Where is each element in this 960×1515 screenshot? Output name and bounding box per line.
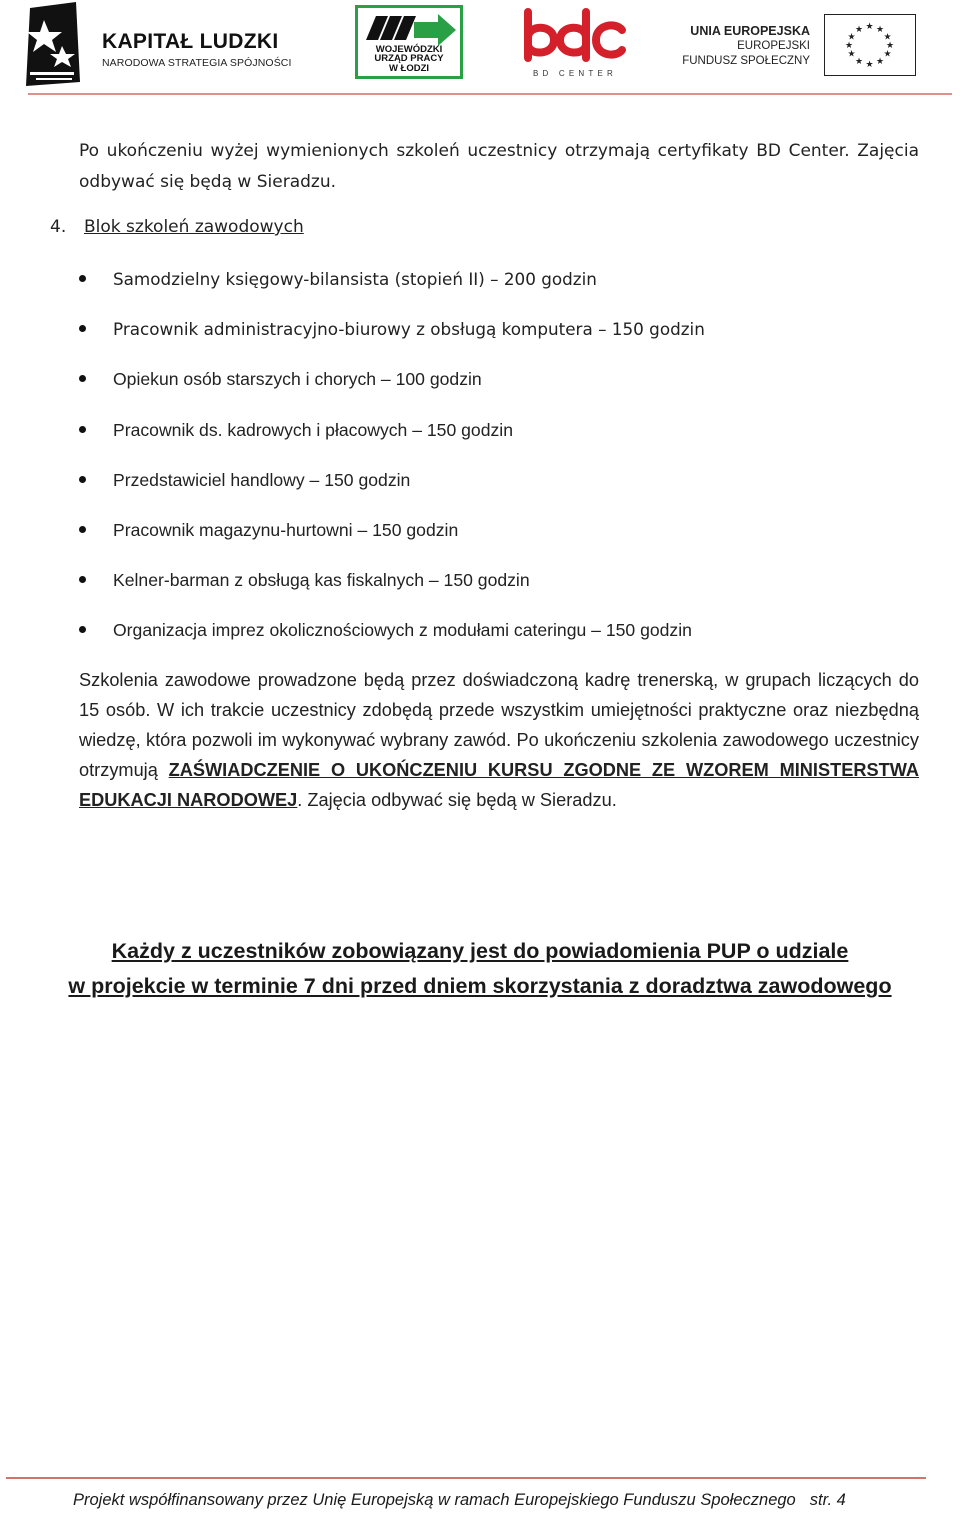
- eu-efs-logo: [684, 14, 916, 80]
- bullet-icon: [79, 325, 86, 332]
- bdc-wordmark-icon: [522, 8, 628, 66]
- main-paragraph-part-2: . Zajęcia odbywać się będą w Sieradzu.: [297, 790, 617, 810]
- eu-line-1: UNIA EUROPEJSKA: [690, 24, 810, 38]
- list-item: [79, 466, 705, 516]
- course-label: Pracownik ds. kadrowych i płacowych – 150 godzin: [113, 419, 513, 440]
- eu-line-2: EUROPEJSKI: [737, 40, 810, 52]
- main-paragraph: [79, 665, 919, 815]
- footer-divider: [6, 1477, 926, 1479]
- kapital-ludzki-emblem-icon: [22, 2, 92, 88]
- course-label: Kelner-barman z obsługą kas fiskalnych – 150 godzin: [113, 570, 530, 591]
- bullet-icon: [79, 626, 86, 633]
- bullet-icon: [79, 476, 86, 483]
- svg-text:★: ★: [883, 49, 892, 60]
- kapital-ludzki-subtitle: NARODOWA STRATEGIA SPÓJNOŚCI: [102, 57, 292, 69]
- bullet-icon: [79, 275, 86, 282]
- kapital-ludzki-logo: [22, 2, 302, 88]
- list-item: [79, 265, 705, 315]
- bdc-caption: BD CENTER: [532, 69, 618, 78]
- section-title: Blok szkoleń zawodowych: [84, 217, 304, 237]
- wup-lodz-logo: [355, 5, 463, 79]
- eu-line-3: FUNDUSZ SPOŁECZNY: [682, 55, 810, 67]
- certificate-emphasis: ZAŚWIADCZENIE O UKOŃCZENIU KURSU ZGODNE ZE WZOREM MINISTERSTWA EDUKACJI NARODOWEJ: [79, 760, 920, 810]
- main-paragraph-part-1: Szkolenia zawodowe prowadzone będą przez doświadczoną kadrę trenerską, w grupach liczących do 15 osób. W ich trakcie uczestnicy zdobędą przede wszystkim umiejętności praktyczne oraz niezbędną wiedzę, która pozwoli im wykonywać wybrany zawód. Po ukończeniu szkolenia zawodowego uczestnicy otrzymują: [79, 670, 919, 780]
- intro-paragraph: Po ukończeniu wyżej wymienionych szkoleń uczestnicy otrzymają certyfikaty BD Center. Zajęcia odbywać się będą w Sieradzu.: [79, 141, 919, 192]
- list-item: [79, 365, 705, 415]
- bullet-icon: [79, 426, 86, 433]
- wup-line-2: URZĄD PRACY: [374, 53, 444, 64]
- svg-text:★: ★: [854, 25, 864, 35]
- list-item: [79, 315, 705, 365]
- svg-text:★: ★: [847, 32, 856, 43]
- course-label: Pracownik administracyjno-biurowy z obsługą komputera – 150 godzin: [113, 319, 705, 340]
- svg-text:★: ★: [854, 57, 864, 67]
- intro-section: [79, 136, 919, 198]
- wup-line-3: W ŁODZI: [388, 62, 430, 74]
- section-heading: [50, 217, 304, 237]
- page-number: str. 4: [809, 1491, 846, 1509]
- page-header: [0, 0, 960, 96]
- footer-text: Projekt współfinansowany przez Unię Europejską w ramach Europejskiego Funduszu Społecznego: [73, 1491, 796, 1509]
- wup-line-1: WOJEWÓDZKI: [375, 43, 443, 55]
- wup-caption: [358, 45, 460, 74]
- course-label: Samodzielny księgowy-bilansista (stopień II) – 200 godzin: [113, 269, 597, 289]
- svg-text:★: ★: [865, 60, 874, 70]
- list-item: [79, 616, 705, 666]
- notice-line-2: [0, 974, 960, 999]
- section-number: 4.: [50, 217, 67, 237]
- eu-caption: [682, 24, 810, 69]
- bullet-icon: [79, 375, 86, 382]
- page-footer: [73, 1491, 846, 1510]
- list-item: [79, 516, 705, 566]
- kapital-ludzki-title: KAPITAŁ LUDZKI: [102, 30, 279, 53]
- course-label: Organizacja imprez okolicznościowych z modułami cateringu – 150 godzin: [113, 620, 692, 641]
- bullet-icon: [79, 576, 86, 583]
- header-divider: [28, 93, 952, 95]
- svg-text:★: ★: [885, 41, 895, 51]
- course-label: Pracownik magazynu-hurtowni – 150 godzin: [113, 519, 459, 540]
- bullet-icon: [79, 526, 86, 533]
- svg-text:★: ★: [883, 32, 892, 43]
- notice-line-2-text: w projekcie w terminie 7 dni przed dniem skorzystania z doradztwa zawodowego: [68, 974, 892, 998]
- svg-text:★: ★: [875, 57, 885, 67]
- svg-text:★: ★: [865, 22, 874, 32]
- course-list: [79, 265, 705, 667]
- course-label: Opiekun osób starszych i chorych – 100 godzin: [113, 369, 482, 390]
- svg-text:★: ★: [847, 49, 856, 60]
- svg-text:★: ★: [875, 25, 885, 35]
- list-item: [79, 416, 705, 466]
- bd-center-logo: [522, 8, 628, 80]
- course-label: Przedstawiciel handlowy – 150 godzin: [113, 469, 411, 490]
- notice-line-1-text: Każdy z uczestników zobowiązany jest do powiadomienia PUP o udziale: [111, 939, 849, 963]
- notice-line-1: [0, 939, 960, 964]
- list-item: [79, 566, 705, 616]
- eu-flag-icon: [824, 14, 916, 76]
- svg-text:★: ★: [844, 41, 854, 51]
